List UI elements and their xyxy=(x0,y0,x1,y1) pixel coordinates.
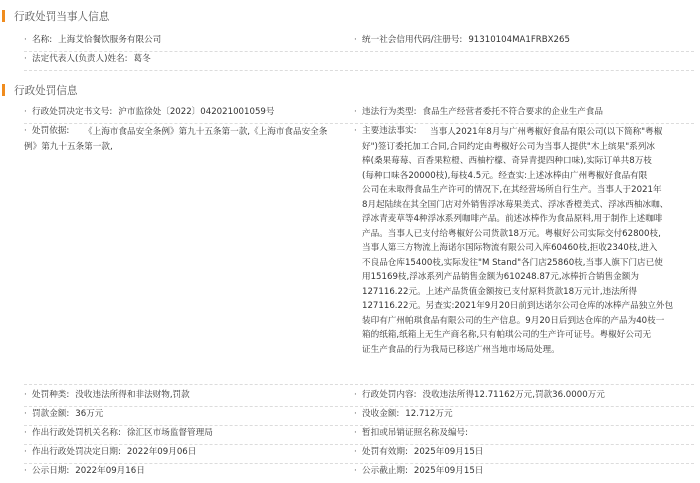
penalty-basis-text xyxy=(24,125,346,154)
facts-line: 公司在未取得食品生产许可的情况下,在其经营场所自行生产。当事人于2021年 xyxy=(362,185,662,195)
penalty-row-basis-facts xyxy=(24,125,694,385)
legal-rep-value: 葛冬 xyxy=(133,54,151,64)
bullet-icon: · xyxy=(354,428,357,438)
facts-line: 当事人第三方物流上海诺尔国际物流有限公司入库60460枝,拒收2340枝,进入 xyxy=(362,243,658,253)
section-accent-bar xyxy=(2,84,5,96)
facts-line: 用15169枝,浮冰系列产品销售金额为610248.87元,冰棒折合销售金额为 xyxy=(362,272,639,282)
facts-line: 箱的纸箱,纸箱上无生产商名称,只有帕琪公司的生产许可证号。粤椒好公司无 xyxy=(362,330,652,340)
bullet-icon: · xyxy=(24,126,27,136)
credit-code-value: 91310104MA1FRBX265 xyxy=(468,35,570,45)
penalty-row-amounts xyxy=(24,408,694,426)
publication-end-label: 公示截止期: xyxy=(362,466,408,476)
decision-doc-value: 沪市监徐处〔2022〕042021001059号 xyxy=(118,107,275,117)
penalty-content-field xyxy=(354,389,694,402)
validity-field xyxy=(354,446,694,459)
facts-line: 不良品仓库15400枝,实际发往"M Stand"各门店25860枝,当事人旗下门店已使 xyxy=(362,257,663,268)
facts-line: 当事人2021年8月与广州粤椒好食品有限公司(以下简称"粤椒 xyxy=(430,127,663,137)
validity-label: 处罚有效期: xyxy=(362,447,408,457)
publication-date-field xyxy=(24,465,344,478)
facts-line: 棒(桑果莓莓、百香果粒橙、西柚柠檬、奇异青提四种口味),实际订单共8万枝 xyxy=(362,156,652,166)
facts-line: 证生产食品的行为我局已移送广州当地市场局处理。 xyxy=(362,344,560,355)
legal-rep-label: 法定代表人(负责人)姓名: xyxy=(32,54,128,64)
publication-end-value: 2025年09月15日 xyxy=(413,466,484,476)
facts-line: 好")签订委托加工合同,合同约定由粤椒好公司为当事人提供"木上缤果"系列冰 xyxy=(362,141,655,152)
bullet-icon: · xyxy=(24,54,27,64)
bullet-icon: · xyxy=(354,466,357,476)
penalty-kind-field xyxy=(24,389,344,402)
decision-doc-label: 行政处罚决定书文号: xyxy=(32,107,113,117)
penalty-content-value: 没收违法所得12.71162万元,罚款36.0000万元 xyxy=(422,390,605,400)
penalty-section-header xyxy=(2,80,698,100)
confiscation-amount-value: 12.712万元 xyxy=(405,409,453,419)
publication-end-field xyxy=(354,465,694,478)
facts-line: 浮冰青麦草等4种浮冰系列咖啡产品。前述冰棒作为食品原料,用于制作上述咖啡 xyxy=(362,214,663,224)
main-facts-label: 主要违法事实: xyxy=(362,126,417,136)
facts-line: 8月起陆续在其全国门店对外销售浮冰莓果美式、浮冰香橙美式、浮冰西柚冰咖、 xyxy=(362,199,669,210)
penalty-row-org xyxy=(24,427,694,445)
penalty-row-doc xyxy=(24,106,694,124)
bullet-icon: · xyxy=(24,35,27,45)
bullet-icon: · xyxy=(354,126,357,136)
bullet-icon: · xyxy=(24,466,27,476)
publication-date-label: 公示日期: xyxy=(32,466,70,476)
confiscation-amount-field xyxy=(354,408,694,421)
credit-code-label: 统一社会信用代码/注册号: xyxy=(362,35,463,45)
fine-amount-value: 36万元 xyxy=(75,409,104,419)
authority-label: 作出行政处罚机关名称: xyxy=(32,428,121,438)
penalty-basis-label: 处罚依据: xyxy=(32,126,70,136)
facts-line: 127116.22元。上述产品货值金额按已支付原料货款18万元计,违法所得 xyxy=(362,286,637,297)
facts-line: 产品。当事人已支付给粤椒好公司货款18万元。粤椒好公司实际交付62800枝, xyxy=(362,228,661,239)
basis-line: 例》第九十五条第一款, xyxy=(24,141,113,152)
bullet-icon: · xyxy=(24,107,27,117)
violation-type-field xyxy=(354,106,694,119)
bullet-icon: · xyxy=(354,409,357,419)
penalty-row-dates xyxy=(24,446,694,464)
publication-date-value: 2022年09月16日 xyxy=(75,466,145,476)
validity-value: 2025年09月15日 xyxy=(413,447,484,457)
party-row-2 xyxy=(24,53,694,71)
penalty-content-label: 行政处罚内容: xyxy=(362,390,417,400)
credit-code-field xyxy=(354,34,694,47)
party-section-title: 行政处罚当事人信息 xyxy=(14,10,110,23)
name-value: 上海艾恰餐饮服务有限公司 xyxy=(58,35,162,45)
facts-line: 127116.22元。另查实:2021年9月20日前到达诺尔公司仓库的冰棒产品独立外包 xyxy=(362,301,674,311)
fine-amount-label: 罚款金额: xyxy=(32,409,70,419)
decision-doc-field xyxy=(24,106,344,119)
facts-line: 装印有广州帕琪食品有限公司的生产信息。9月20日后到达仓库的产品为40枝一 xyxy=(362,315,665,326)
bullet-icon: · xyxy=(354,447,357,457)
authority-field xyxy=(24,427,344,440)
main-facts-text xyxy=(362,125,696,357)
bullet-icon: · xyxy=(354,390,357,400)
party-row-1 xyxy=(24,34,694,52)
basis-line: 《上海市食品安全条例》第九十五条第一款,《上海市食品安全条 xyxy=(84,127,328,137)
penalty-row-publication xyxy=(24,465,694,483)
authority-value: 徐汇区市场监督管理局 xyxy=(126,428,213,438)
decision-date-value: 2022年09月06日 xyxy=(126,447,197,457)
bullet-icon: · xyxy=(354,107,357,117)
penalty-section-title: 行政处罚信息 xyxy=(14,84,78,97)
fine-amount-field xyxy=(24,408,344,421)
facts-line: (每种口味各20000枝),每枝4.5元。经查实:上述冰棒由广州粤椒好食品有限 xyxy=(362,170,648,181)
party-section-header xyxy=(2,6,698,26)
name-label: 名称: xyxy=(32,35,53,45)
violation-type-value: 食品生产经营者委托不符合要求的企业生产食品 xyxy=(422,107,603,117)
bullet-icon: · xyxy=(24,447,27,457)
bullet-icon: · xyxy=(24,390,27,400)
violation-type-label: 违法行为类型: xyxy=(362,107,417,117)
confiscation-amount-label: 没收金额: xyxy=(362,409,400,419)
legal-rep-field xyxy=(24,53,344,66)
penalty-kind-value: 没收违法所得和非法财物,罚款 xyxy=(75,390,190,400)
license-suspension-label: 暂扣或吊销证照名称及编号: xyxy=(362,428,469,438)
bullet-icon: · xyxy=(24,428,27,438)
penalty-kind-label: 处罚种类: xyxy=(32,390,70,400)
bullet-icon: · xyxy=(24,409,27,419)
license-suspension-field xyxy=(354,427,694,440)
penalty-row-kind xyxy=(24,389,694,407)
decision-date-field xyxy=(24,446,344,459)
bullet-icon: · xyxy=(354,35,357,45)
decision-date-label: 作出行政处罚决定日期: xyxy=(32,447,121,457)
section-accent-bar xyxy=(2,10,5,22)
name-field xyxy=(24,34,344,47)
